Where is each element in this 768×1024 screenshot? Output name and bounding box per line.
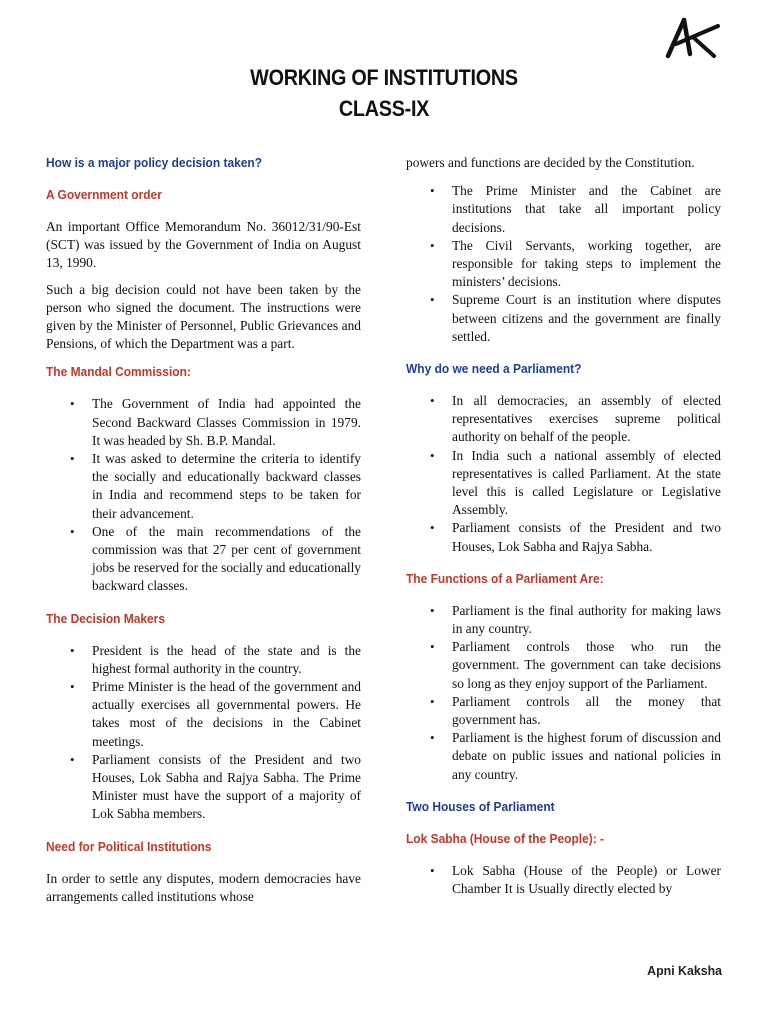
apni-kaksha-logo-icon — [664, 16, 722, 60]
decision-makers-list — [46, 642, 361, 824]
list-item: • Parliament consists of the President and two Houses, Lok Sabha and Rajya Sabha. The Prime Minister must have the support of a majority of Lok Sabha members. — [46, 751, 361, 824]
list-item: • The Prime Minister and the Cabinet are institutions that take all important policy decisions. — [406, 182, 721, 237]
list-item: • Parliament consists of the President and two Houses, Lok Sabha and Rajya Sabha. — [406, 519, 721, 555]
paragraph-office-memorandum: An important Office Memorandum No. 36012/31/90-Est (SCT) was issued by the Government of India on August 13, 1990. — [46, 219, 361, 271]
footer-brand: Apni Kaksha — [647, 963, 722, 978]
right-column — [406, 154, 721, 912]
list-item: • Parliament is the final authority for making laws in any country. — [406, 602, 721, 638]
list-item: • Supreme Court is an institution where disputes between citizens and the government are finally settled. — [406, 291, 721, 346]
page-subtitle: CLASS-IX — [338, 96, 430, 121]
heading-parliament-functions: The Functions of a Parliament Are: — [406, 570, 604, 586]
why-parliament-list — [406, 392, 721, 556]
list-item: • President is the head of the state and is the highest formal authority in the country. — [46, 642, 361, 678]
list-item: • Parliament is the highest forum of discussion and debate on public issues and national policies in any country. — [406, 729, 721, 784]
left-column — [46, 154, 361, 914]
heading-mandal-commission: The Mandal Commission: — [46, 364, 191, 380]
heading-two-houses: Two Houses of Parliament — [406, 798, 555, 814]
functions-list — [406, 602, 721, 784]
list-item: • The Civil Servants, working together, are responsible for taking steps to implement the ministers’ decisions. — [406, 237, 721, 292]
list-item: • Parliament controls those who run the government. The government can take decisions so long as they enjoy support of the Parliament. — [406, 638, 721, 693]
list-item: • Prime Minister is the head of the government and actually exercises all governmental powers. He takes most of the decisions in the Cabinet meetings. — [46, 678, 361, 751]
heading-government-order: A Government order — [46, 187, 162, 202]
list-item: • In India such a national assembly of elected representatives is called Parliament. At the state level this is called Legislature or Legislative Assembly. — [406, 447, 721, 520]
list-item: • Lok Sabha (House of the People) or Lower Chamber It is Usually directly elected by — [406, 862, 721, 898]
list-item: • In all democracies, an assembly of elected representatives exercises supreme political authority on behalf of the people. — [406, 392, 721, 447]
heading-political-institutions: Need for Political Institutions — [46, 838, 212, 854]
list-item: • It was asked to determine the criteria to identify the socially and educationally backward classes in India and recommend steps to be taken for their advancement. — [46, 450, 361, 523]
list-item: • Parliament controls all the money that government has. — [406, 693, 721, 729]
mandal-list — [46, 395, 361, 595]
heading-policy-decision: How is a major policy decision taken? — [46, 155, 263, 170]
heading-lok-sabha: Lok Sabha (House of the People): - — [406, 830, 605, 846]
list-item: • One of the main recommendations of the commission was that 27 per cent of government jobs be reserved for the socially and educationally backward classes. — [46, 523, 361, 596]
institutions-list — [406, 182, 721, 346]
page-title: WORKING OF INSTITUTIONS — [250, 65, 518, 90]
paragraph-powers-continued: powers and functions are decided by the Constitution. — [406, 155, 695, 170]
paragraph-settle-disputes: In order to settle any disputes, modern democracies have arrangements called institutions whose — [46, 870, 361, 904]
heading-why-parliament: Why do we need a Parliament? — [406, 361, 582, 377]
paragraph-big-decision: Such a big decision could not have been taken by the person who signed the document. The instructions were given by the Minister of Personnel, Public Grievances and Pensions, of which the Department was a part. — [46, 281, 361, 352]
lok-sabha-list — [406, 862, 721, 898]
title-block — [0, 62, 768, 124]
list-item: • The Government of India had appointed the Second Backward Classes Commission in 1979. It was headed by Sh. B.P. Mandal. — [46, 395, 361, 450]
heading-decision-makers: The Decision Makers — [46, 610, 165, 626]
